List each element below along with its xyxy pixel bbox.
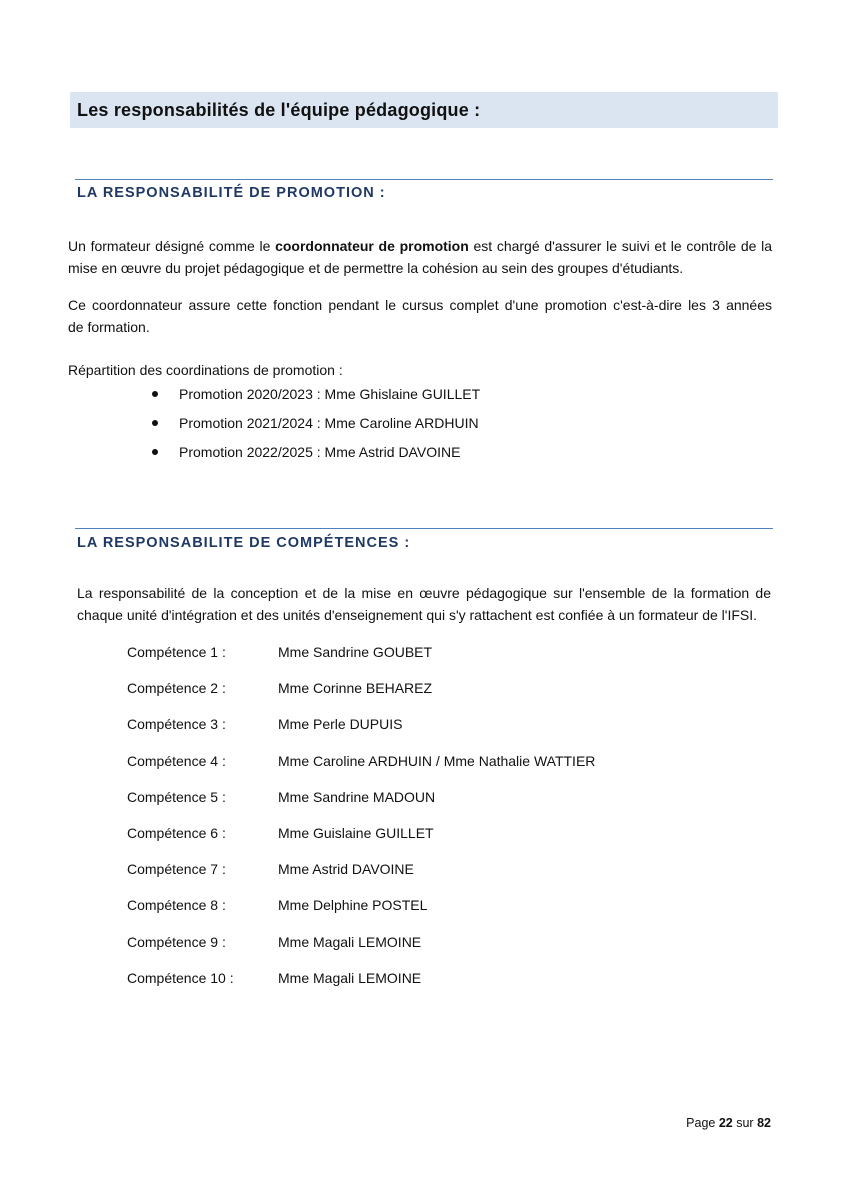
- bullet-icon: [152, 420, 158, 426]
- list-item: [152, 412, 480, 441]
- list-item: [152, 441, 480, 470]
- competence-list: [127, 641, 595, 1003]
- page-title: Les responsabilités de l'équipe pédagogique :: [77, 99, 481, 120]
- competence-name: Mme Sandrine MADOUN: [278, 788, 436, 805]
- paragraph-coordinator: [68, 235, 772, 279]
- competence-name: Mme Caroline ARDHUIN / Mme Nathalie WATTIER: [278, 752, 596, 769]
- paragraph-line: La responsabilité de la conception et de la mise en œuvre pédagogique sur l'ensemble de la formation de: [77, 585, 771, 601]
- paragraph-line: [68, 235, 772, 257]
- competence-label: Compétence 7 :: [127, 861, 226, 878]
- competence-row: [127, 641, 595, 677]
- competence-label: Compétence 3 :: [127, 716, 226, 733]
- competence-name: Mme Delphine POSTEL: [278, 897, 428, 914]
- footer-page-word: Page: [686, 1116, 716, 1130]
- footer-total-pages: 82: [757, 1116, 771, 1130]
- competence-row: [127, 677, 595, 713]
- bullet-icon: [152, 391, 158, 397]
- section-divider: [75, 528, 773, 529]
- title-banner: [70, 92, 778, 128]
- list-item-text: Promotion 2022/2025 : Mme Astrid DAVOINE: [179, 444, 461, 460]
- paragraph-line: Ce coordonnateur assure cette fonction pendant le cursus complet d'une promotion c'est-à-dire les 3 années: [68, 297, 772, 313]
- text-span: est chargé d'assurer le suivi et le contrôle de la: [468, 238, 773, 254]
- page-footer: [686, 1116, 771, 1130]
- competence-label: Compétence 10 :: [127, 969, 234, 986]
- section-heading-competences: LA RESPONSABILITE DE COMPÉTENCES :: [77, 535, 411, 551]
- competence-name: Mme Sandrine GOUBET: [278, 644, 433, 660]
- competence-row: [127, 894, 595, 930]
- competence-label: Compétence 6 :: [127, 824, 226, 841]
- list-item: [152, 383, 480, 412]
- promotion-list: [152, 383, 480, 470]
- competence-label: Compétence 9 :: [127, 933, 226, 950]
- competence-row: [127, 858, 595, 894]
- competence-row: [127, 750, 595, 786]
- paragraph-line: mise en œuvre du projet pédagogique et de permettre la cohésion au sein des groupes d'étudiants.: [68, 260, 684, 276]
- competence-name: Mme Guislaine GUILLET: [278, 824, 434, 841]
- section-divider: [75, 179, 773, 180]
- competence-name: Mme Magali LEMOINE: [278, 933, 422, 950]
- competence-label: Compétence 2 :: [127, 680, 226, 697]
- bold-text: coordonnateur de promotion: [275, 238, 469, 254]
- competence-name: Mme Perle DUPUIS: [278, 716, 403, 733]
- competence-name: Mme Corinne BEHAREZ: [278, 680, 433, 697]
- paragraph-line: chaque unité d'intégration et des unités d'enseignement qui s'y rattachent est confiée à un formateur de l'IFSI.: [77, 607, 757, 623]
- competence-row: [127, 822, 595, 858]
- text-span: Un formateur désigné comme le: [68, 238, 276, 254]
- competence-label: Compétence 8 :: [127, 897, 226, 914]
- paragraph-competences: [77, 582, 771, 626]
- competence-row: [127, 967, 595, 1003]
- list-intro: Répartition des coordinations de promotion :: [68, 362, 343, 378]
- section-heading-promotion: LA RESPONSABILITÉ DE PROMOTION :: [77, 185, 386, 201]
- list-item-text: Promotion 2020/2023 : Mme Ghislaine GUILLET: [179, 386, 481, 402]
- competence-name: Mme Astrid DAVOINE: [278, 861, 414, 878]
- paragraph-line: de formation.: [68, 319, 150, 335]
- paragraph-duration: [68, 294, 772, 338]
- list-item-text: Promotion 2021/2024 : Mme Caroline ARDHUIN: [179, 415, 479, 431]
- competence-label: Compétence 5 :: [127, 788, 226, 805]
- footer-page-number: 22: [718, 1116, 733, 1130]
- competence-row: [127, 786, 595, 822]
- competence-row: [127, 931, 595, 967]
- bullet-icon: [152, 449, 158, 455]
- competence-name: Mme Magali LEMOINE: [278, 969, 422, 986]
- competence-label: Compétence 4 :: [127, 752, 226, 769]
- competence-row: [127, 713, 595, 749]
- competence-label: Compétence 1 :: [127, 644, 226, 660]
- footer-of-word: sur: [736, 1116, 754, 1130]
